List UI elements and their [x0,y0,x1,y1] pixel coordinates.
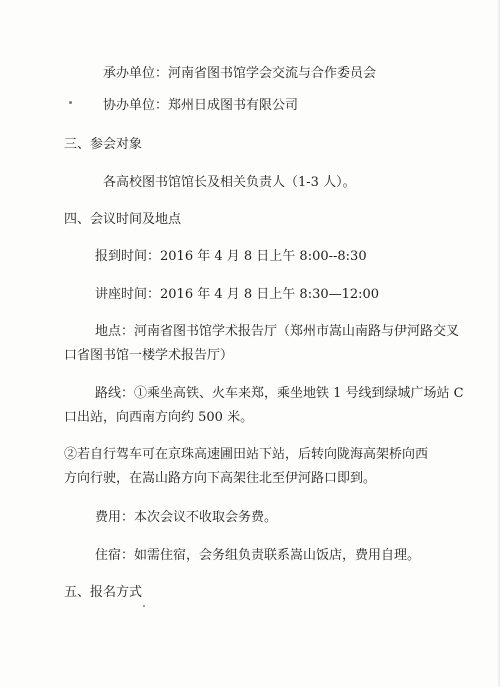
route-2-line-2: 方向行驶，在嵩山路方向下高架往北至伊河路口即到。 [64,471,377,486]
route-2-line-1: ②若自行驾车可在京珠高速圃田站下站，后转向陇海高架桥向西 [64,447,429,462]
location-line-1: 地点：河南省图书馆学术报告厅（郑州市嵩山南路与伊河路交叉 [95,324,460,339]
scan-speck [143,605,145,607]
co-organizer-line: 协办单位：郑州日成图书有限公司 [103,98,299,113]
section-5-heading: 五、报名方式 [64,585,143,600]
organizer-line: 承办单位：河南省图书馆学会交流与合作委员会 [103,66,377,81]
route-1-line-2: 口出站，向西南方向约 500 米。 [64,410,254,425]
location-line-2: 口省图书馆一楼学术报告厅） [64,348,234,363]
registration-time: 报到时间：2016 年 4 月 8 日上午 8:00--8:30 [95,249,367,264]
scan-speck [69,101,72,104]
fee-text: 费用：本次会议不收取会务费。 [95,510,278,525]
attendees-text: 各高校图书馆馆长及相关负责人（1-3 人）。 [103,175,356,190]
route-1-line-1: 路线：①乘坐高铁、火车来郑，乘坐地铁 1 号线到绿城广场站 C [95,386,464,401]
lodging-text: 住宿：如需住宿，会务组负责联系嵩山饭店，费用自理。 [95,548,421,563]
lecture-time: 讲座时间：2016 年 4 月 8 日上午 8:30—12:00 [95,287,380,302]
section-3-heading: 三、参会对象 [64,137,143,152]
section-4-heading: 四、会议时间及地点 [64,212,182,227]
